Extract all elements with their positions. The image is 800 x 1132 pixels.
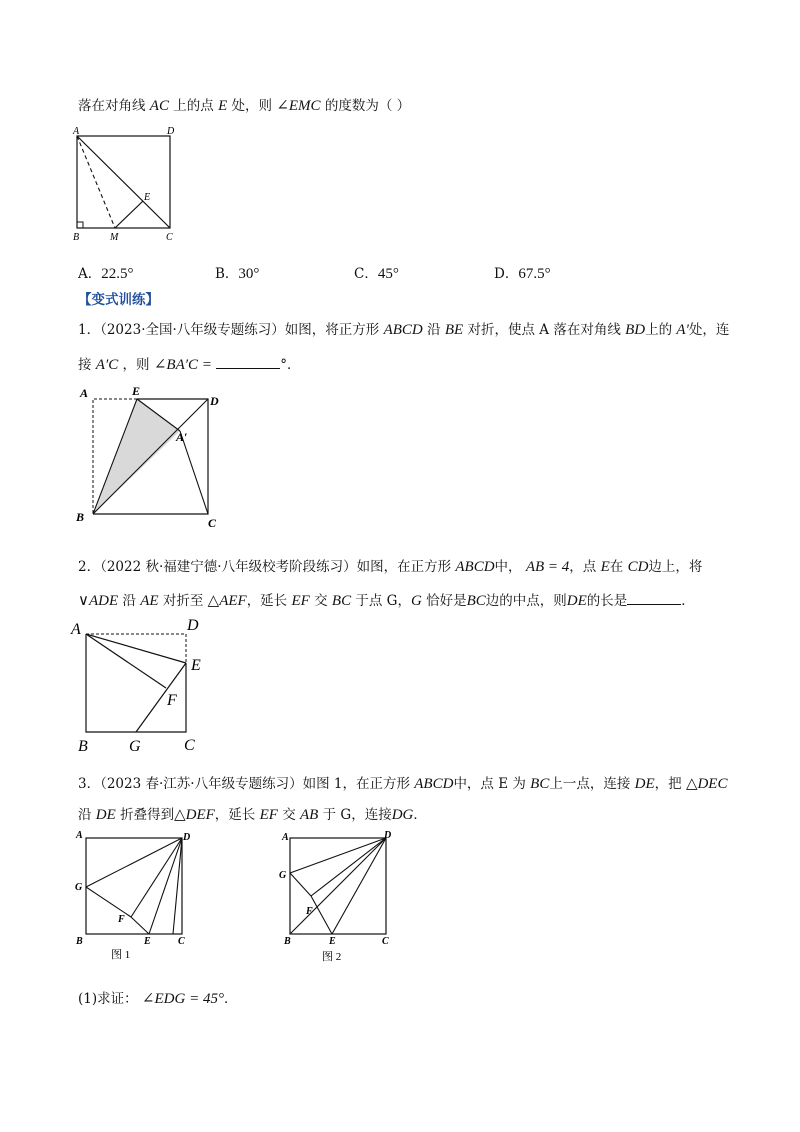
svg-text:D: D <box>210 394 219 408</box>
svg-text:A: A <box>76 830 83 841</box>
label-c: C <box>166 232 173 243</box>
q0-figure <box>70 122 190 244</box>
svg-text:B: B <box>76 510 85 524</box>
q3-stem-line-2: 沿 DE 折叠得到△DEF，延长 EF 交 AB 于 G，连接DG． <box>78 807 427 823</box>
label-e: E <box>144 192 151 203</box>
svg-text:D: D <box>384 830 392 841</box>
svg-text:G: G <box>75 882 83 893</box>
svg-text:C: C <box>184 737 195 754</box>
fig1-caption: 图 1 <box>111 949 131 961</box>
svg-text:A: A <box>80 386 89 400</box>
label-m: M <box>110 232 119 243</box>
svg-text:E: E <box>329 936 336 947</box>
svg-text:F: F <box>118 914 125 925</box>
svg-text:A′: A′ <box>176 430 188 444</box>
svg-text:B: B <box>284 936 291 947</box>
svg-text:G: G <box>129 738 141 755</box>
svg-text:E: E <box>132 384 141 398</box>
option-a[interactable]: A．22.5° <box>78 266 134 282</box>
q2-figure <box>66 612 216 757</box>
answer-blank-q2[interactable] <box>627 590 681 605</box>
label-d: D <box>167 126 175 137</box>
angle-emc: ∠EMC <box>276 98 321 114</box>
answer-blank-q1[interactable] <box>216 354 280 369</box>
q1-stem-line-2: 接 A′C ，则 ∠BA′C = °． <box>78 354 300 374</box>
svg-text:F: F <box>306 906 313 917</box>
q1-figure <box>70 383 230 533</box>
svg-text:B: B <box>76 936 83 947</box>
svg-text:C: C <box>382 936 389 947</box>
svg-text:E: E <box>191 657 201 674</box>
q3-stem-line-1: 3．（2023 春·江苏·八年级专题练习）如图 1，在正方形 ABCD中，点 E 为 BC上一点，连接 DE，把 △DEC <box>78 776 728 792</box>
svg-text:G: G <box>279 870 287 881</box>
svg-text:A: A <box>282 832 289 843</box>
svg-text:E: E <box>144 936 151 947</box>
q3-figure-2 <box>274 826 414 966</box>
section-title: 【变式训练】 <box>78 292 159 308</box>
q3-sub1: (1)求证： ∠EDG = 45°． <box>78 991 238 1007</box>
label-a: A <box>73 126 80 137</box>
point-e: E <box>218 98 228 114</box>
segment-ac: AC <box>149 98 169 114</box>
option-b[interactable]: B．30° <box>215 266 260 282</box>
svg-text:C: C <box>178 936 185 947</box>
q2-stem-line-2: ∨ADE 沿 AE 对折至 △AEF，延长 EF 交 BC 于点 G，G 恰好是BC边的中点，则DE的长是 ． <box>78 590 695 610</box>
svg-text:D: D <box>187 617 199 634</box>
q3-figure-1 <box>66 826 206 966</box>
option-c[interactable]: C．45° <box>354 266 399 282</box>
svg-text:D: D <box>183 832 191 843</box>
svg-text:B: B <box>78 738 88 755</box>
q2-stem-line-1: 2．（2022 秋·福建宁德·八年级校考阶段练习）如图，在正方形 ABCD中， AB = 4，点 E在 CD边上，将 <box>78 559 703 575</box>
q0-stem-line: 落在对角线 AC 上的点 E 处，则 ∠EMC 的度数为（ ） <box>78 98 411 114</box>
svg-text:C: C <box>208 516 217 530</box>
svg-text:A: A <box>71 621 81 638</box>
fig2-caption: 图 2 <box>322 951 342 963</box>
option-d[interactable]: D．67.5° <box>494 266 551 282</box>
svg-text:F: F <box>167 692 177 709</box>
label-b: B <box>73 232 80 243</box>
q1-stem-line-1: 1．（2023·全国·八年级专题练习）如图，将正方形 ABCD 沿 BE 对折，使点 A 落在对角线 BD上的 A′处，连 <box>78 322 730 338</box>
